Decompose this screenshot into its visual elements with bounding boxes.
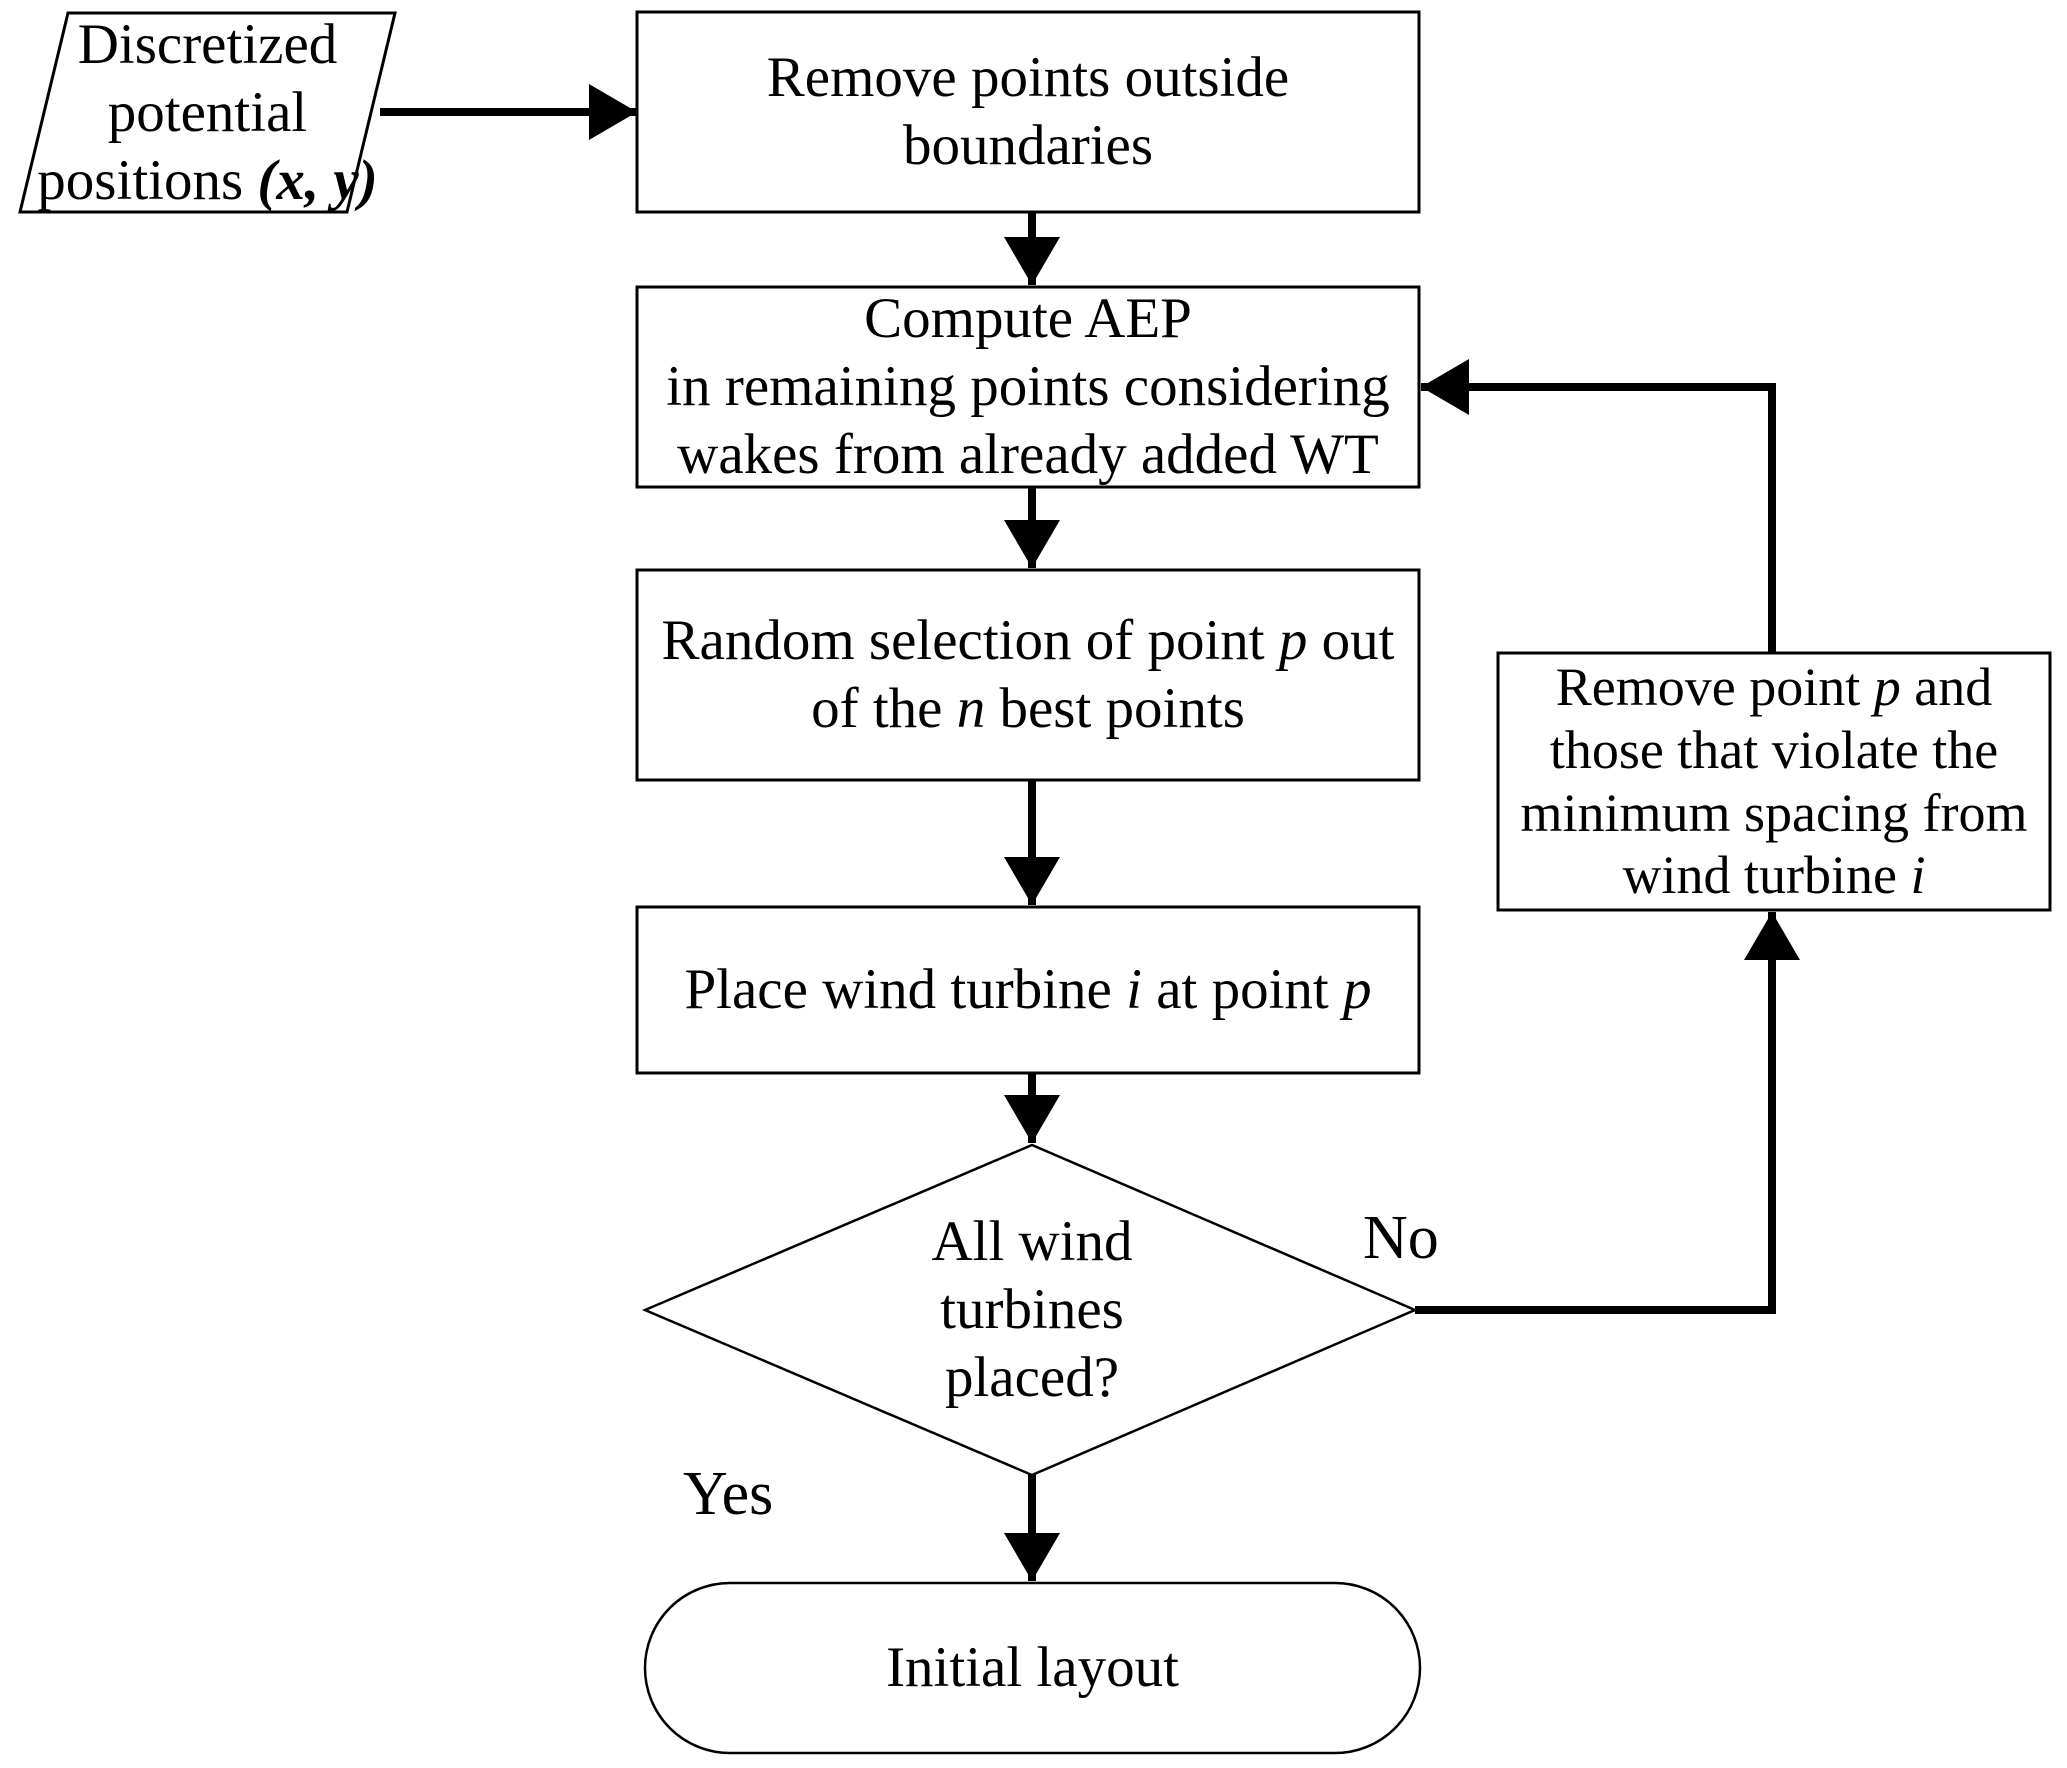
no-branch-label: No (1363, 1204, 1439, 1272)
input-node-label: Discretized potential positions (x, y) (37, 13, 378, 212)
remove-point-node-label: Remove point p and those that violate the minimum spacing from wind turbine i (1520, 657, 2028, 906)
yes-branch-label: Yes (683, 1460, 774, 1528)
arrow-decision-no-to-remove-point (1415, 912, 1772, 1310)
decision-node-label: All wind turbines placed? (931, 1210, 1133, 1409)
random-selection-node-label: Random selection of point p out of the n best points (661, 609, 1395, 740)
remove-outside-node-label: Remove points outside boundaries (766, 46, 1290, 177)
compute-aep-node-label: Compute AEP in remaining points considering wakes from already added WT (666, 287, 1390, 486)
initial-layout-node-label: Initial layout (886, 1636, 1179, 1700)
place-turbine-node-label: Place wind turbine i at point p (684, 958, 1372, 1022)
arrow-remove-point-to-compute-aep (1421, 387, 1772, 653)
